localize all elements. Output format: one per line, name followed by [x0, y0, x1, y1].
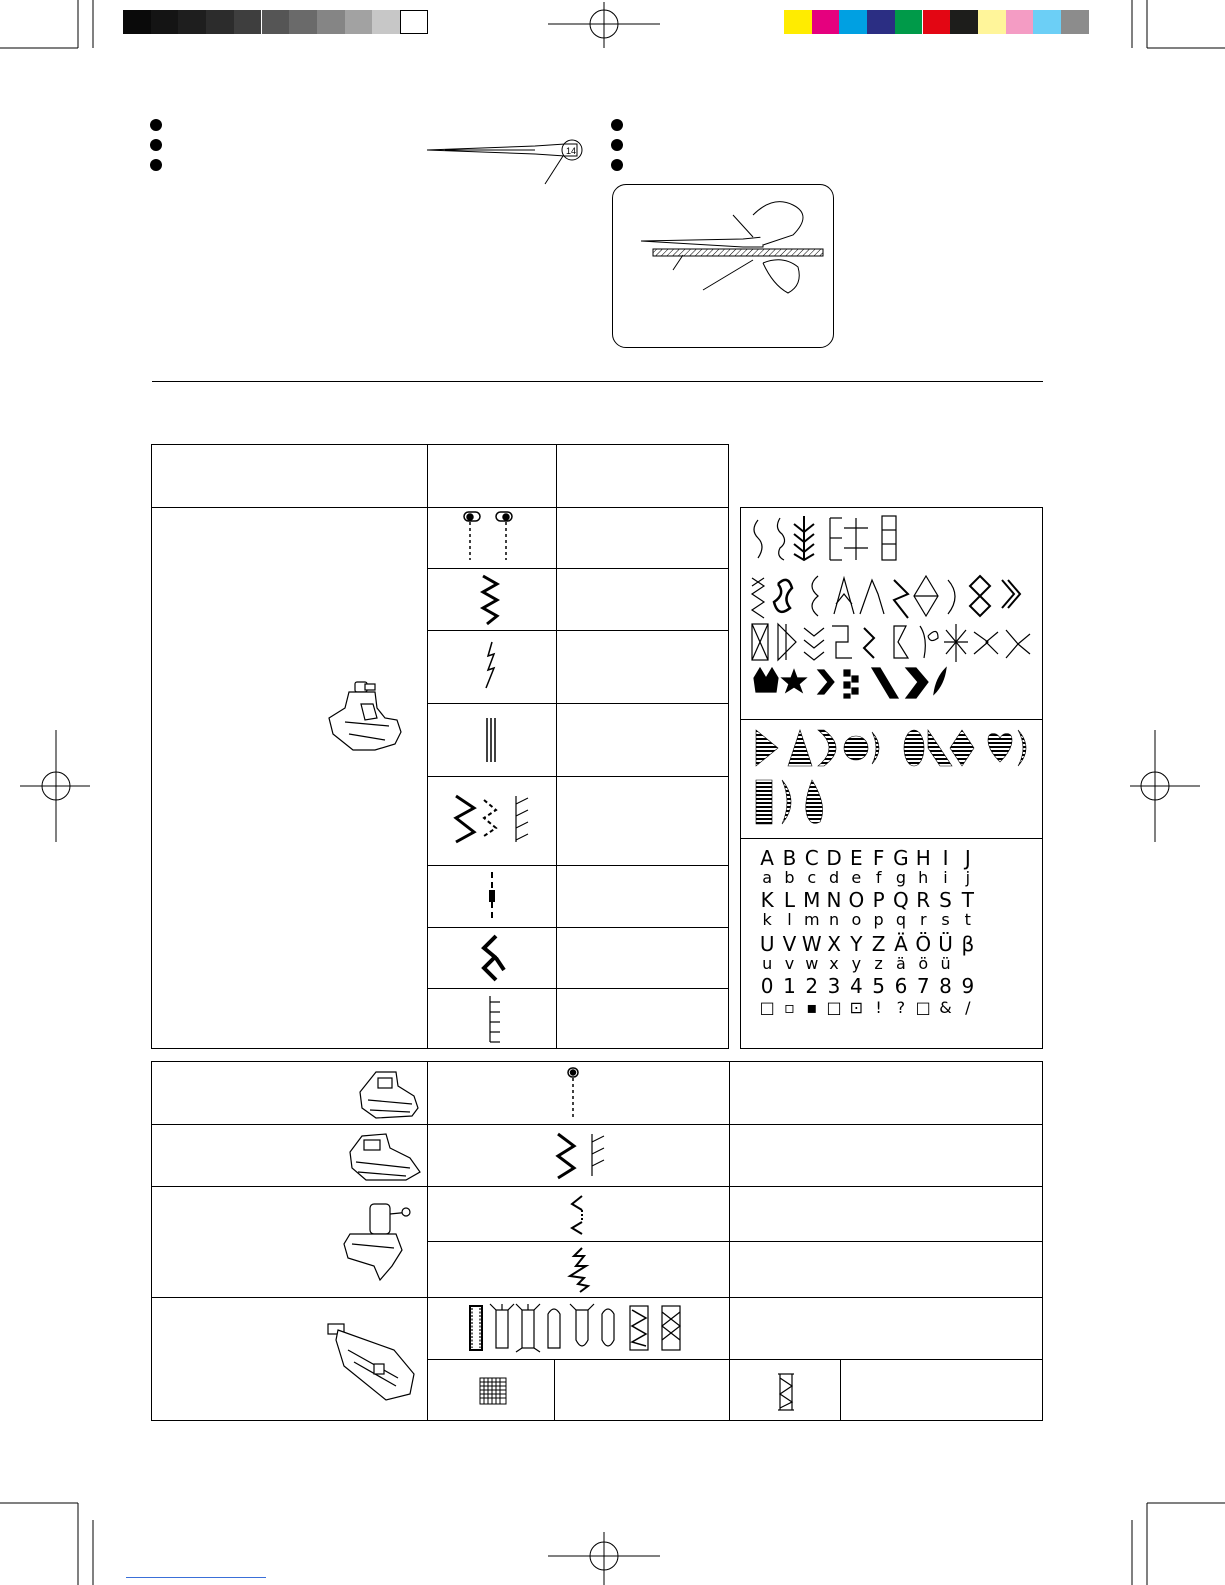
- alphabet-char: 9: [961, 974, 975, 998]
- alphabet-char: 5: [872, 974, 885, 998]
- alphabet-char: d: [828, 868, 840, 887]
- bullet: [611, 139, 623, 151]
- alphabet-char: 1: [783, 974, 796, 998]
- alphabet-char: H: [915, 846, 931, 870]
- alphabet-char: y: [851, 954, 862, 973]
- table-row: [840, 1359, 1043, 1421]
- table-row: [556, 703, 729, 777]
- alphabet-char: Z: [871, 932, 886, 956]
- needle-icon: [425, 132, 590, 192]
- alphabet-char: T: [961, 888, 974, 912]
- alphabet-char: t: [964, 910, 971, 929]
- alphabet-char: k: [762, 910, 772, 929]
- table-row: [729, 1186, 1043, 1242]
- alphabet-char: 8: [939, 974, 952, 998]
- table-row: [729, 1241, 1043, 1298]
- alphabet-char: C: [804, 846, 819, 870]
- table-row: [554, 1359, 730, 1421]
- bullet: [611, 119, 623, 131]
- bullet: [611, 159, 623, 171]
- table-row: [729, 1061, 1043, 1125]
- alphabet-char: q: [895, 910, 906, 929]
- blanket-stitch-icon: [484, 994, 504, 1044]
- table-foot-cell: [151, 507, 428, 1049]
- alphabet-char: Ä: [894, 932, 908, 956]
- overcast-stitch-icon: [552, 1130, 616, 1180]
- table-row: [729, 1124, 1043, 1187]
- alphabet-char: i: [943, 868, 948, 887]
- table-row: [556, 776, 729, 866]
- alphabet-char: O: [848, 888, 865, 912]
- alphabet-char: o: [851, 910, 862, 929]
- presser-foot-icon: [346, 1130, 424, 1184]
- alphabet-char: x: [829, 954, 839, 973]
- table-row: [556, 568, 729, 631]
- alphabet-char: ▫: [784, 998, 795, 1017]
- alphabet-char: &: [939, 998, 952, 1017]
- alphabet-row-4-digits: [756, 974, 979, 998]
- alphabet-char: J: [964, 846, 971, 870]
- alphabet-char: R: [916, 888, 931, 912]
- alphabet-char: K: [760, 888, 774, 912]
- table-header-cell: [151, 444, 428, 508]
- registration-mark-icon: [548, 1532, 660, 1585]
- alphabet-char: A: [760, 846, 774, 870]
- alphabet-char: ⊡: [849, 998, 864, 1017]
- alphabet-char: Ü: [938, 932, 953, 956]
- alphabet-char: B: [782, 846, 797, 870]
- alphabet-char: g: [895, 868, 906, 887]
- alphabet-char: Y: [850, 932, 863, 956]
- link-underline: [126, 1577, 266, 1578]
- alphabet-char: ▪: [806, 998, 818, 1017]
- alphabet-char: v: [784, 954, 795, 973]
- alphabet-char: 3: [827, 974, 841, 998]
- alphabet-char: Q: [893, 888, 909, 912]
- alphabet-char: s: [941, 910, 950, 929]
- alphabet-char: /: [965, 998, 971, 1017]
- alphabet-char: 4: [849, 974, 863, 998]
- table-row: [556, 988, 729, 1049]
- needle-check-illustration: [612, 184, 834, 348]
- registration-mark-icon: [20, 730, 90, 842]
- alphabet-char: w: [805, 954, 819, 973]
- alphabet-char: 2: [805, 974, 819, 998]
- bar-tack-stitch-icon: [776, 1370, 796, 1414]
- alphabet-char: W: [801, 932, 822, 956]
- table-row: [556, 927, 729, 989]
- alphabet-char: M: [803, 888, 821, 912]
- alphabet-char: β: [961, 932, 975, 956]
- buttonhole-stitches-icon: [466, 1302, 698, 1354]
- alphabet-char: !: [875, 998, 882, 1017]
- alphabet-char: n: [828, 910, 840, 929]
- alphabet-row-3-lower: [756, 954, 979, 973]
- alphabet-char: D: [826, 846, 842, 870]
- alphabet-row-2-lower: [756, 910, 979, 929]
- zigzag-stitch-icon: [479, 574, 503, 626]
- presser-foot-icon: [325, 678, 405, 758]
- straight-stitch-icon: [566, 1066, 582, 1120]
- alphabet-char: l: [787, 910, 792, 929]
- alphabet-char: □: [826, 998, 842, 1017]
- decorative-stitches-icon: [748, 514, 1038, 714]
- alphabet-char: ä: [896, 954, 906, 973]
- lightning-stitch-icon: [480, 640, 500, 692]
- alphabet-char: e: [851, 868, 862, 887]
- alphabet-char: a: [762, 868, 773, 887]
- table-row: [556, 507, 729, 569]
- table-header-cell: [556, 444, 729, 508]
- alphabet-char: r: [919, 910, 927, 929]
- alphabet-char: E: [850, 846, 863, 870]
- table-row: [729, 1297, 1043, 1360]
- alphabet-char: j: [965, 868, 971, 887]
- alphabet-char: X: [827, 932, 841, 956]
- presser-foot-icon: [356, 1068, 422, 1122]
- alphabet-char: L: [783, 888, 796, 912]
- alphabet-char: Ö: [915, 932, 932, 956]
- alphabet-char: h: [918, 868, 929, 887]
- triple-straight-stitch-icon: [484, 716, 500, 764]
- alphabet-char: m: [803, 910, 820, 929]
- stretch-blind-hem-icon: [564, 1246, 594, 1294]
- alphabet-char: u: [762, 954, 773, 973]
- alphabet-row-2-upper: [756, 888, 979, 912]
- alphabet-char: I: [942, 846, 949, 870]
- alphabet-char: 0: [760, 974, 774, 998]
- alphabet-char: S: [939, 888, 952, 912]
- alphabet-char: ö: [918, 954, 929, 973]
- registration-mark-icon: [1130, 730, 1200, 842]
- alphabet-char: □: [915, 998, 931, 1017]
- darning-stitch-icon: [478, 1376, 508, 1406]
- bullet: [150, 119, 162, 131]
- feather-stitch-icon: [476, 932, 510, 984]
- bullet: [150, 159, 162, 171]
- alphabet-char: ü: [940, 954, 951, 973]
- alphabet-char: G: [893, 846, 909, 870]
- alphabet-row-3-upper: [756, 932, 979, 956]
- alphabet-char: □: [759, 998, 775, 1017]
- bullet: [150, 139, 162, 151]
- presser-foot-icon: [324, 1320, 420, 1404]
- alphabet-char: U: [759, 932, 775, 956]
- overcast-stitch-icon: [450, 792, 536, 848]
- table-header-cell: [427, 444, 557, 508]
- table-row: [556, 630, 729, 704]
- registration-mark-icon: [548, 2, 660, 48]
- basting-stitch-icon: [486, 870, 498, 924]
- alphabet-char: 7: [916, 974, 930, 998]
- alphabet-row-1-lower: [756, 868, 979, 887]
- alphabet-char: p: [873, 910, 884, 929]
- alphabet-char: f: [875, 868, 882, 887]
- alphabet-char: 6: [894, 974, 908, 998]
- blind-hem-stitch-icon: [566, 1192, 590, 1238]
- table-row: [556, 865, 729, 928]
- alphabet-row-1-upper: [756, 846, 979, 870]
- alphabet-char: ?: [896, 998, 906, 1017]
- alphabet-char: z: [874, 954, 883, 973]
- alphabet-row-5-symbols: [756, 998, 979, 1017]
- satin-patterns-icon: [752, 726, 1037, 830]
- straight-stitch-icon: [460, 510, 530, 562]
- alphabet-char: N: [826, 888, 842, 912]
- alphabet-char: c: [807, 868, 817, 887]
- presser-foot-icon: [340, 1200, 416, 1284]
- section-divider: [152, 381, 1043, 382]
- alphabet-char: P: [872, 888, 885, 912]
- needle-size-label: 14: [566, 146, 577, 156]
- alphabet-char: b: [784, 868, 795, 887]
- alphabet-char: F: [872, 846, 885, 870]
- alphabet-char: V: [782, 932, 797, 956]
